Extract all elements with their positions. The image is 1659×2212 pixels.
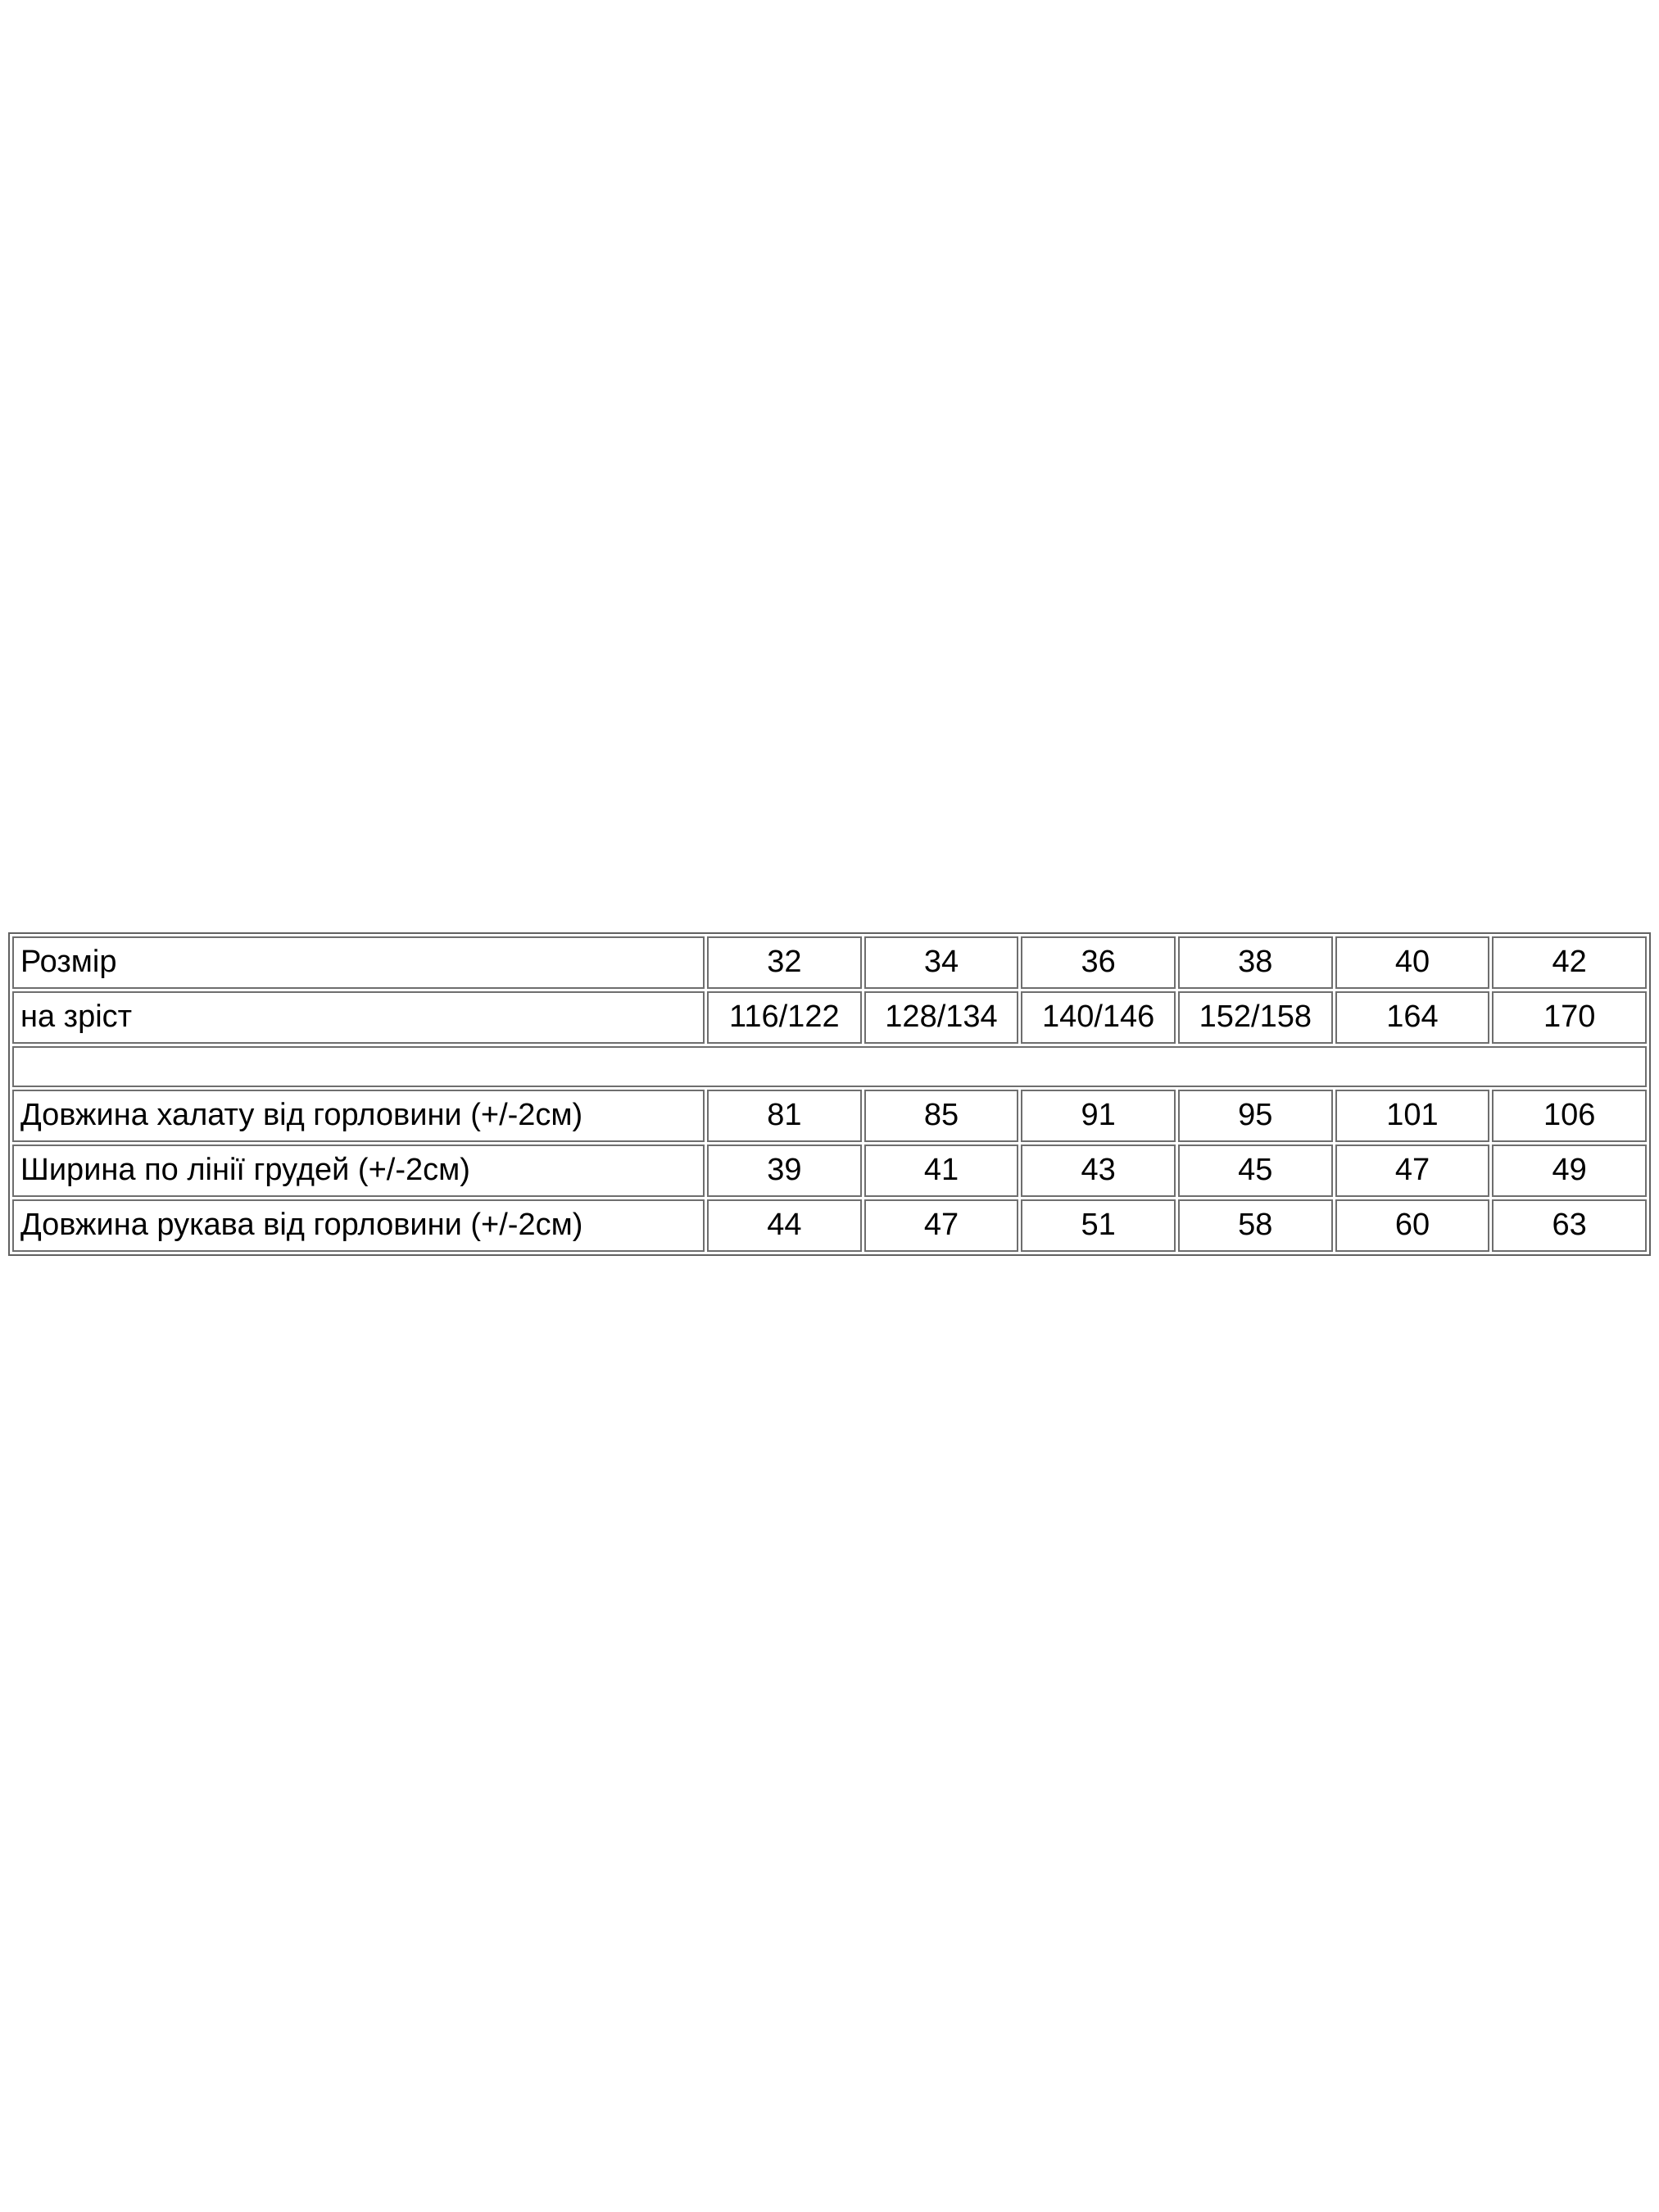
size-value-cell: 38 — [1178, 936, 1333, 989]
size-value-cell: 34 — [864, 936, 1019, 989]
row-label-chest-width: Ширина по лінії грудей (+/-2см) — [12, 1145, 705, 1197]
chest-width-value-cell: 45 — [1178, 1145, 1333, 1197]
size-value-cell: 32 — [707, 936, 862, 989]
table-row-size — [12, 936, 1647, 989]
height-value-cell: 140/146 — [1021, 991, 1176, 1044]
size-table — [8, 932, 1651, 1256]
chest-width-value-cell: 39 — [707, 1145, 862, 1197]
chest-width-value-cell: 41 — [864, 1145, 1019, 1197]
sleeve-length-value-cell: 63 — [1492, 1199, 1647, 1252]
sleeve-length-value-cell: 58 — [1178, 1199, 1333, 1252]
sleeve-length-value-cell: 60 — [1335, 1199, 1490, 1252]
robe-length-value-cell: 91 — [1021, 1090, 1176, 1142]
height-value-cell: 164 — [1335, 991, 1490, 1044]
height-value-cell: 128/134 — [864, 991, 1019, 1044]
table-row-chest-width — [12, 1145, 1647, 1197]
size-value-cell: 36 — [1021, 936, 1176, 989]
height-value-cell: 116/122 — [707, 991, 862, 1044]
table-row-sleeve-length — [12, 1199, 1647, 1252]
spacer-cell — [12, 1046, 1647, 1087]
chest-width-value-cell: 47 — [1335, 1145, 1490, 1197]
height-value-cell: 152/158 — [1178, 991, 1333, 1044]
sleeve-length-value-cell: 44 — [707, 1199, 862, 1252]
sleeve-length-value-cell: 51 — [1021, 1199, 1176, 1252]
robe-length-value-cell: 101 — [1335, 1090, 1490, 1142]
height-value-cell: 170 — [1492, 991, 1647, 1044]
row-label-robe-length: Довжина халату від горловини (+/-2см) — [12, 1090, 705, 1142]
robe-length-value-cell: 106 — [1492, 1090, 1647, 1142]
size-value-cell: 40 — [1335, 936, 1490, 989]
row-label-height: на зріст — [12, 991, 705, 1044]
sleeve-length-value-cell: 47 — [864, 1199, 1019, 1252]
table-row-height — [12, 991, 1647, 1044]
table-row-robe-length — [12, 1090, 1647, 1142]
robe-length-value-cell: 95 — [1178, 1090, 1333, 1142]
row-label-size: Розмір — [12, 936, 705, 989]
robe-length-value-cell: 85 — [864, 1090, 1019, 1142]
robe-length-value-cell: 81 — [707, 1090, 862, 1142]
chest-width-value-cell: 49 — [1492, 1145, 1647, 1197]
size-value-cell: 42 — [1492, 936, 1647, 989]
row-label-sleeve-length: Довжина рукава від горловини (+/-2см) — [12, 1199, 705, 1252]
chest-width-value-cell: 43 — [1021, 1145, 1176, 1197]
size-table-container — [8, 932, 1651, 1256]
table-row-spacer — [12, 1046, 1647, 1087]
